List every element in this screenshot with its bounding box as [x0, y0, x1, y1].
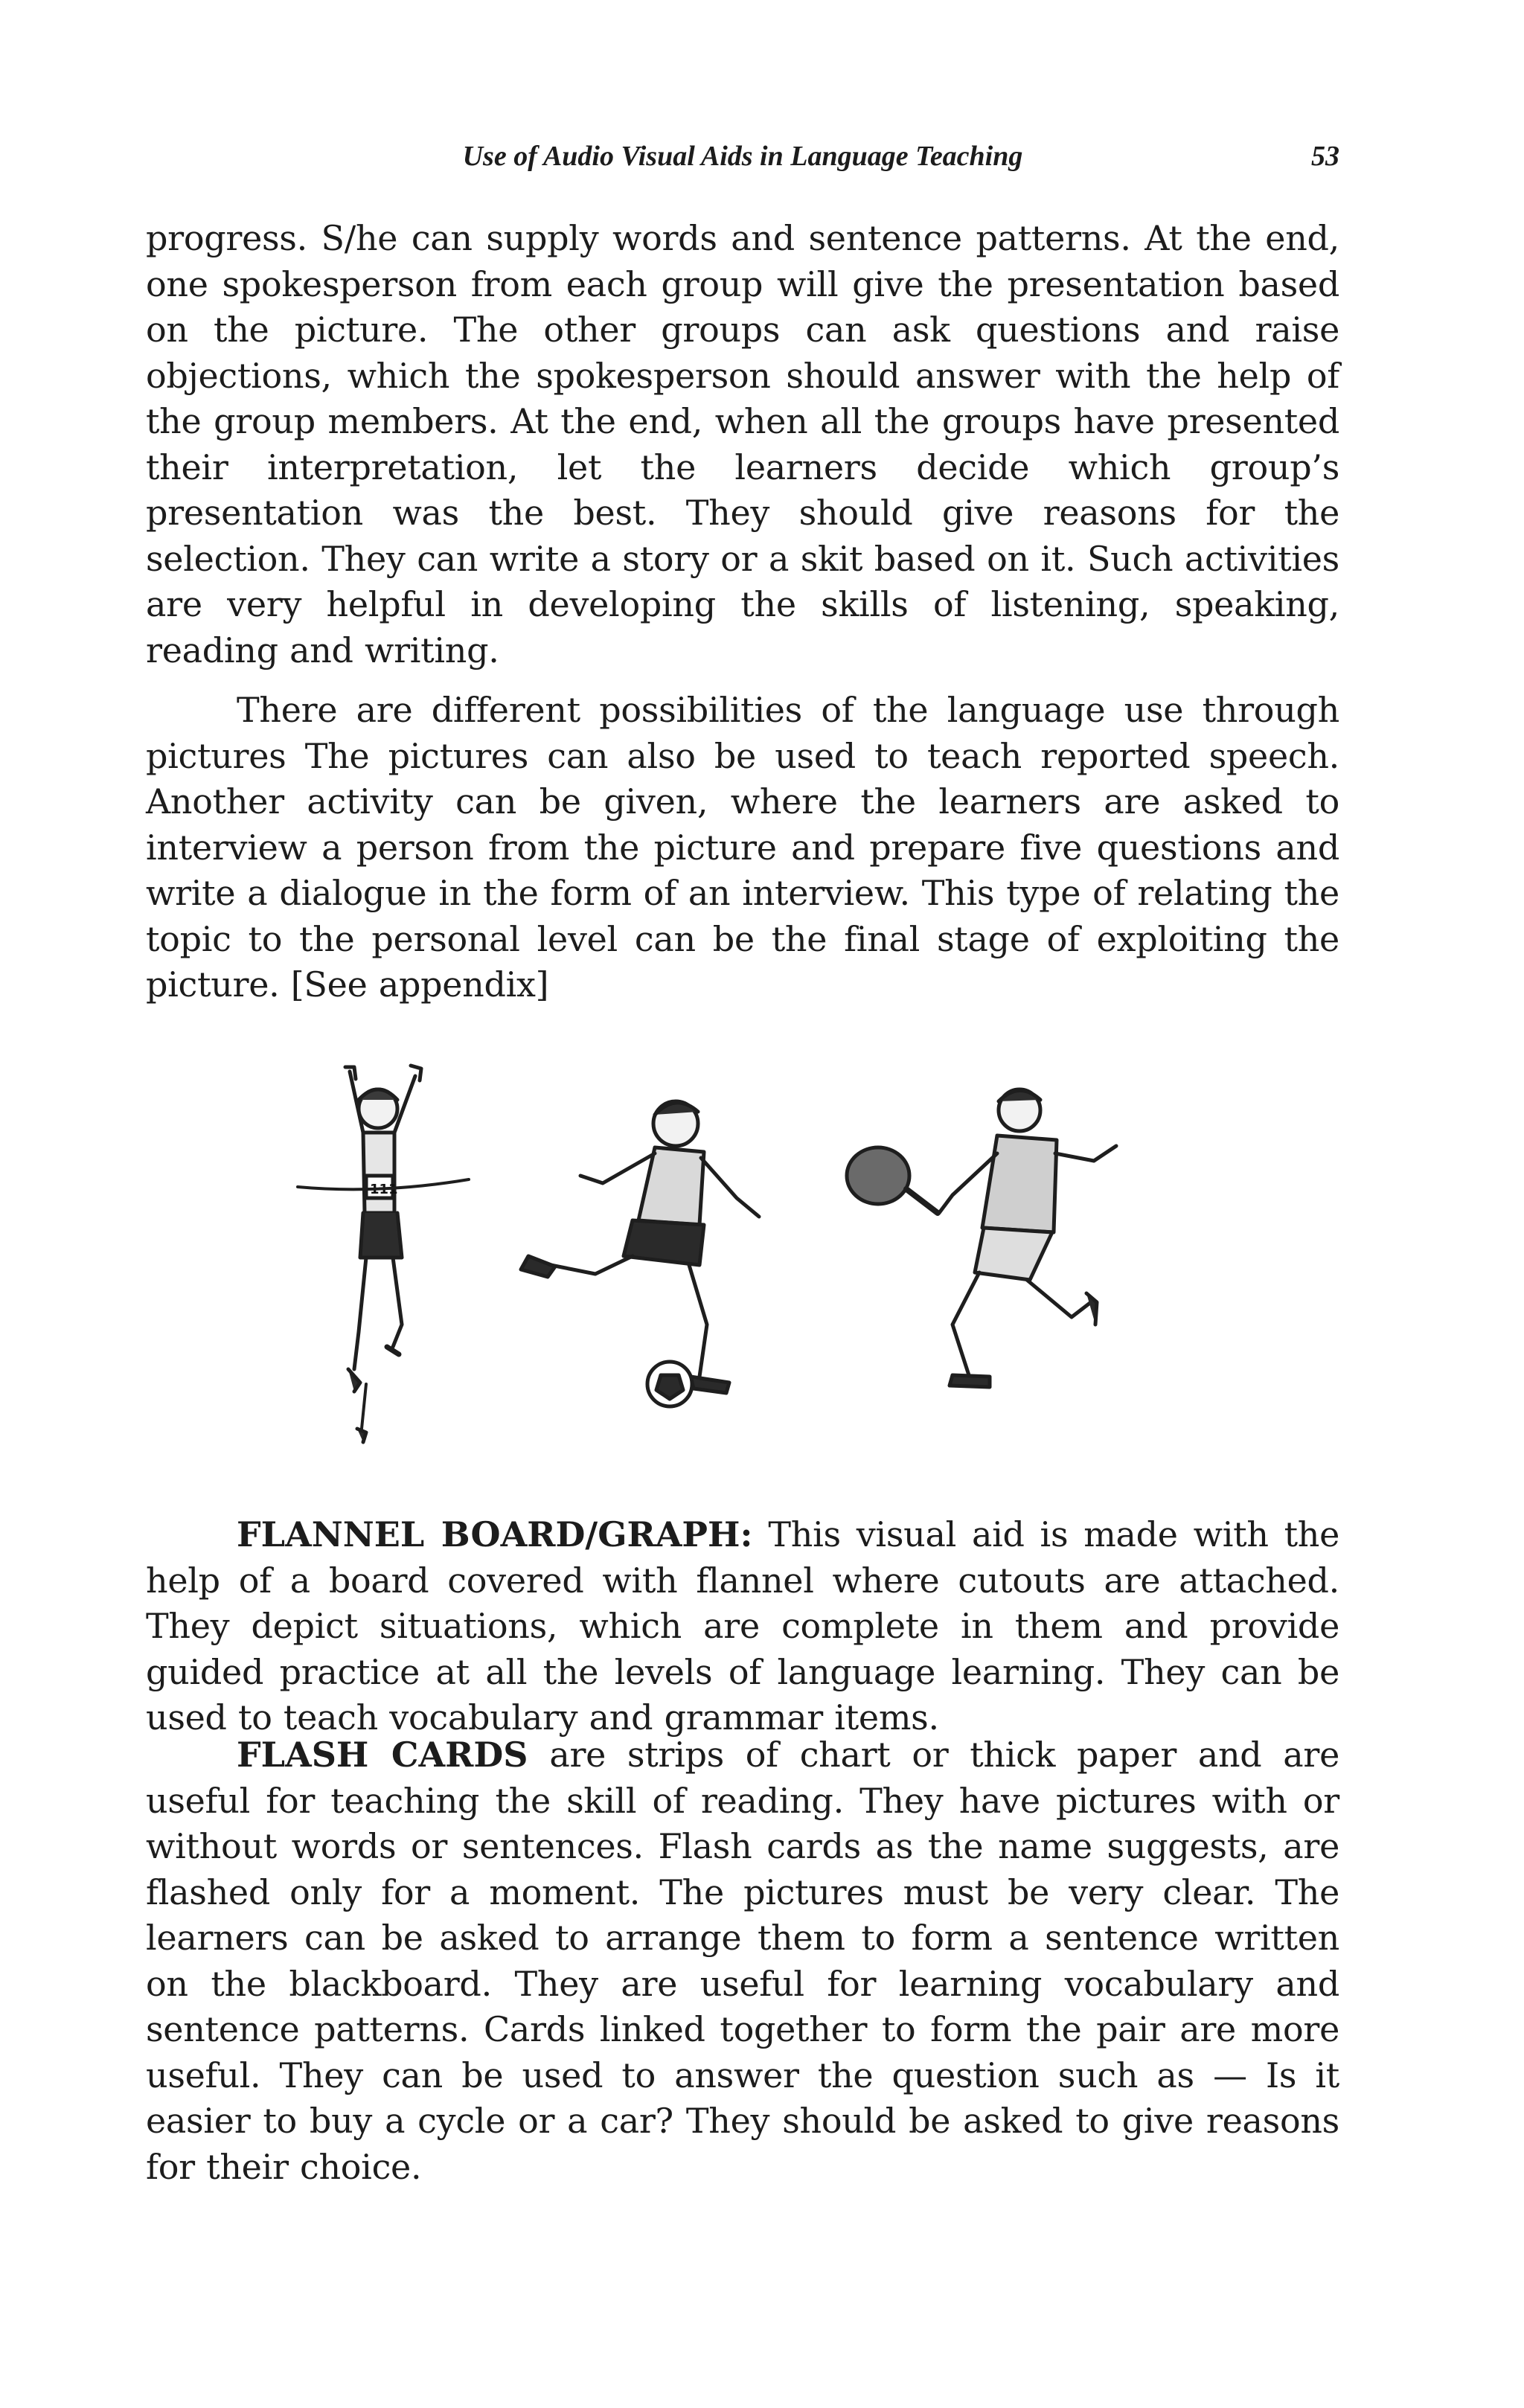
- runner-figure: [298, 1066, 469, 1442]
- paragraph-picture-possibilities: There are different possibilities of the language use through pictures The pictures can also be used to teach reported speech. Another activity can be given, where the learners are asked to interview a person from the picture and prepare five questions and write a dialogue in the form of an interview. This type of relating the topic to the personal level can be the final stage of exploiting the picture. [See appendix]: [146, 690, 1339, 1005]
- term-flash-cards: FLASH CARDS: [237, 1735, 528, 1775]
- running-title: Use of Audio Visual Aids in Language Teaching: [462, 141, 1023, 172]
- sports-figures-svg: [283, 1057, 1220, 1473]
- flash-cards-description: are strips of chart or thick paper and are useful for teaching the skill of reading. They have pictures with or without words or sentences. Flash cards as the name suggests, are flashed only for a moment. The pictures must be very clear. The learners can be asked to arrange them to form a sentence written on the blackboard. They are useful for learning vocabulary and sentence patterns. Cards linked together to form the pair are more useful. They can be used to answer the question such as — Is it easier to buy a cycle or a car? They should be asked to give reasons for their choice.: [146, 1735, 1339, 2187]
- tennis-player-figure: [847, 1089, 1116, 1387]
- footballer-figure: [521, 1101, 759, 1406]
- page-header: [146, 140, 1339, 182]
- term-flannel-board: FLANNEL BOARD/GRAPH:: [237, 1514, 753, 1554]
- paragraph-flash-cards: [146, 1732, 1339, 2190]
- sports-illustration: [283, 1057, 1220, 1473]
- flannel-board-description: This visual aid is made with the help of a board covered with flannel where cutouts are attached. They depict situations, which are complete in them and provide guided practice at all the levels of language learning. They can be used to teach vocabulary and grammar items.: [146, 1514, 1340, 1738]
- runner-bib-number: 111: [370, 1182, 398, 1197]
- paragraph-group-presentation: progress. S/he can supply words and sentence patterns. At the end, one spokesperson from each group will give the presentation based on the picture. The other groups can ask questions and raise objections, which the spokesperson should answer with the help of the group members. At the end, when all the groups have presented their interpretation, let the learners decide which group’s presentation was the best. They should give reasons for the selection. They can write a story or a skit based on it. Such activities are very helpful in developing the skills of listening, speaking, reading and writing.: [146, 218, 1339, 670]
- paragraph-flannel-board: [146, 1512, 1339, 1741]
- page-number: 53: [1311, 141, 1339, 172]
